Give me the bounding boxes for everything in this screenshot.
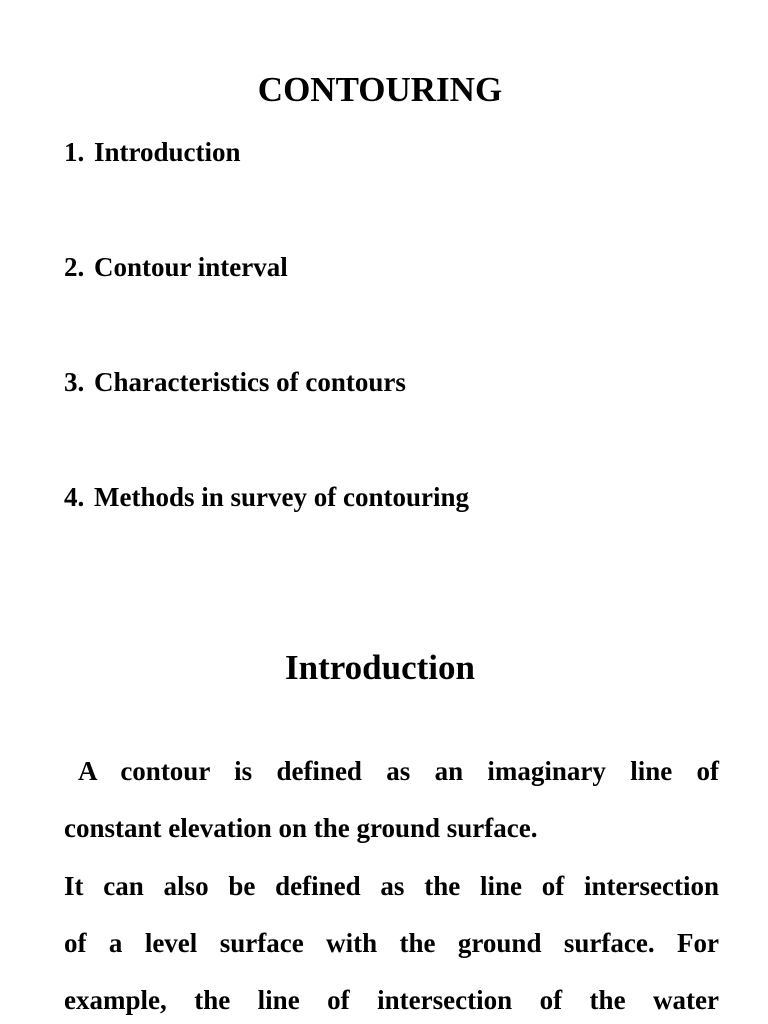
paragraph-line: It can also be defined as the line of intersection <box>64 871 719 901</box>
toc-item <box>64 477 469 517</box>
toc-item-number: 2. <box>64 252 85 282</box>
document-title: CONTOURING <box>257 70 503 109</box>
toc-item <box>64 132 241 172</box>
toc-item-number: 4. <box>64 482 85 512</box>
toc-item-number: 3. <box>64 367 85 397</box>
section-heading: Introduction <box>285 648 475 687</box>
toc-item <box>64 247 288 287</box>
paragraph-line: example, the line of intersection of the water <box>64 985 719 1015</box>
paragraph-line: of a level surface with the ground surface. For <box>64 928 719 958</box>
toc-item <box>64 362 406 402</box>
toc-item-label: Introduction <box>94 137 241 167</box>
toc-item-label: Characteristics of contours <box>94 367 406 397</box>
toc-item-label: Methods in survey of contouring <box>94 482 470 512</box>
paragraph-line: A contour is defined as an imaginary line of <box>78 756 719 786</box>
toc-item-number: 1. <box>64 137 85 167</box>
toc-item-label: Contour interval <box>94 252 288 282</box>
paragraph-line: constant elevation on the ground surface. <box>64 813 538 843</box>
